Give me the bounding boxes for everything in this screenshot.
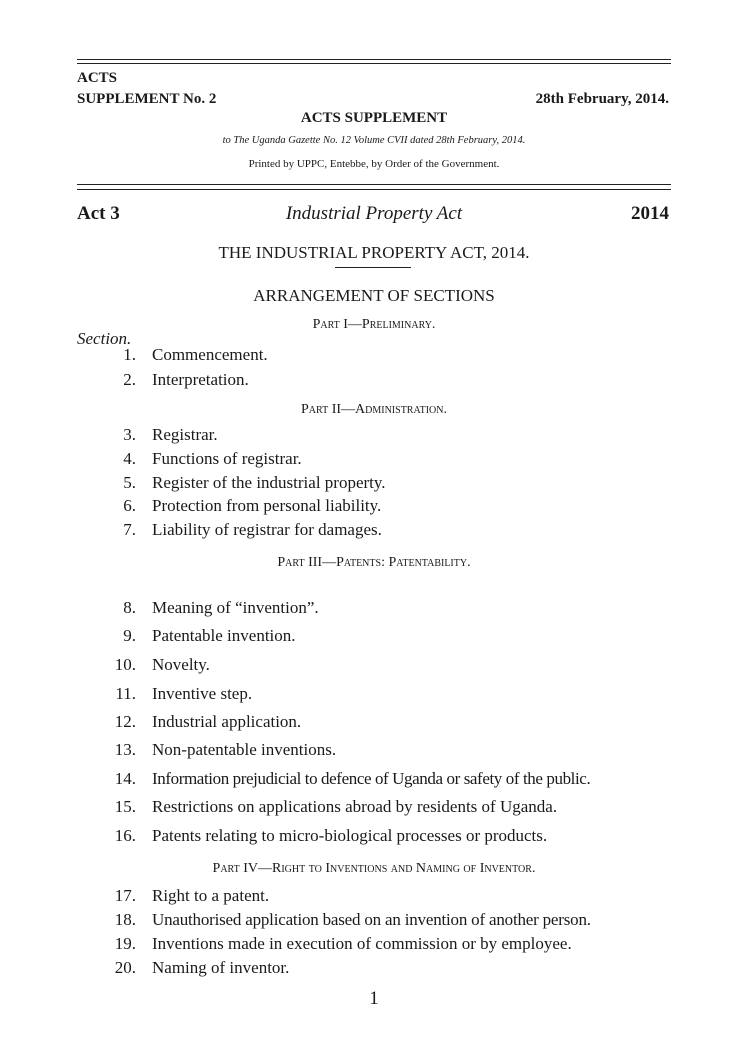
section-number: 9. [123, 626, 136, 645]
supplement-date: 28th February, 2014. [535, 91, 669, 107]
section-title: Commencement. [152, 345, 268, 364]
section-number: 7. [123, 520, 136, 539]
gazette-reference: to The Uganda Gazette No. 12 Volume CVII dated 28th February, 2014. [222, 135, 526, 146]
header-rule-1 [77, 184, 671, 185]
section-title: Patentable invention. [152, 626, 296, 645]
section-number: 13. [114, 740, 136, 759]
section-number: 10. [114, 655, 136, 674]
section-number: 20. [114, 958, 136, 977]
part-heading: Part IV—Right to Inventions and Naming of Inventor. [212, 861, 536, 876]
arrangement-title: ARRANGEMENT OF SECTIONS [253, 286, 495, 305]
section-title: Functions of registrar. [152, 449, 302, 468]
section-title: Register of the industrial property. [152, 473, 386, 492]
section-title: Restrictions on applications abroad by residents of Uganda. [152, 797, 558, 816]
part-heading: Part II—Administration. [301, 402, 447, 417]
section-title: Registrar. [152, 425, 218, 444]
acts-label: ACTS [77, 70, 118, 86]
section-title: Right to a patent. [152, 886, 270, 905]
section-number: 18. [114, 910, 136, 929]
section-number: 19. [114, 934, 136, 953]
section-number: 16. [114, 826, 136, 845]
section-number: 12. [114, 712, 136, 731]
section-title: Industrial application. [152, 712, 302, 731]
section-number: 2. [123, 370, 136, 389]
supplement-title: ACTS SUPPLEMENT [300, 110, 448, 126]
section-number: 8. [123, 598, 136, 617]
section-title: Naming of inventor. [152, 958, 290, 977]
section-title: Inventive step. [152, 684, 253, 703]
part-heading: Part I—Preliminary. [312, 317, 436, 332]
section-title: Meaning of “invention”. [152, 598, 319, 617]
section-title: Information prejudicial to defence of Uganda or safety of the public. [152, 769, 591, 788]
part-heading: Part III—Patents: Patentability. [277, 555, 471, 570]
section-title: Unauthorised application based on an invention of another person. [152, 910, 591, 929]
act-name: Industrial Property Act [285, 203, 463, 224]
title-divider [335, 267, 411, 268]
section-title: Patents relating to micro-biological processes or products. [152, 826, 548, 845]
section-number: 11. [115, 684, 136, 703]
section-number: 1. [123, 345, 136, 364]
act-number: Act 3 [77, 203, 120, 224]
section-title: Novelty. [152, 655, 210, 674]
section-number: 14. [114, 769, 136, 788]
act-full-title: THE INDUSTRIAL PROPERTY ACT, 2014. [218, 243, 530, 262]
section-title: Non-patentable inventions. [152, 740, 337, 759]
section-title: Liability of registrar for damages. [152, 520, 382, 539]
section-number: 3. [123, 425, 136, 444]
printed-by: Printed by UPPC, Entebbe, by Order of the Government. [248, 158, 500, 170]
header-rule-2 [77, 189, 671, 190]
section-number: 17. [114, 886, 136, 905]
section-number: 4. [123, 449, 136, 468]
section-number: 5. [123, 473, 136, 492]
supplement-number: SUPPLEMENT No. 2 [77, 91, 217, 107]
section-number: 6. [123, 496, 136, 515]
section-title: Interpretation. [152, 370, 249, 389]
section-number: 15. [114, 797, 136, 816]
top-rule-1 [77, 59, 671, 60]
section-title: Protection from personal liability. [152, 496, 382, 515]
page-number: 1 [369, 988, 379, 1009]
section-label: Section. [77, 329, 132, 348]
top-rule-2 [77, 63, 671, 64]
act-year: 2014 [631, 203, 669, 224]
section-title: Inventions made in execution of commission or by employee. [152, 934, 572, 953]
